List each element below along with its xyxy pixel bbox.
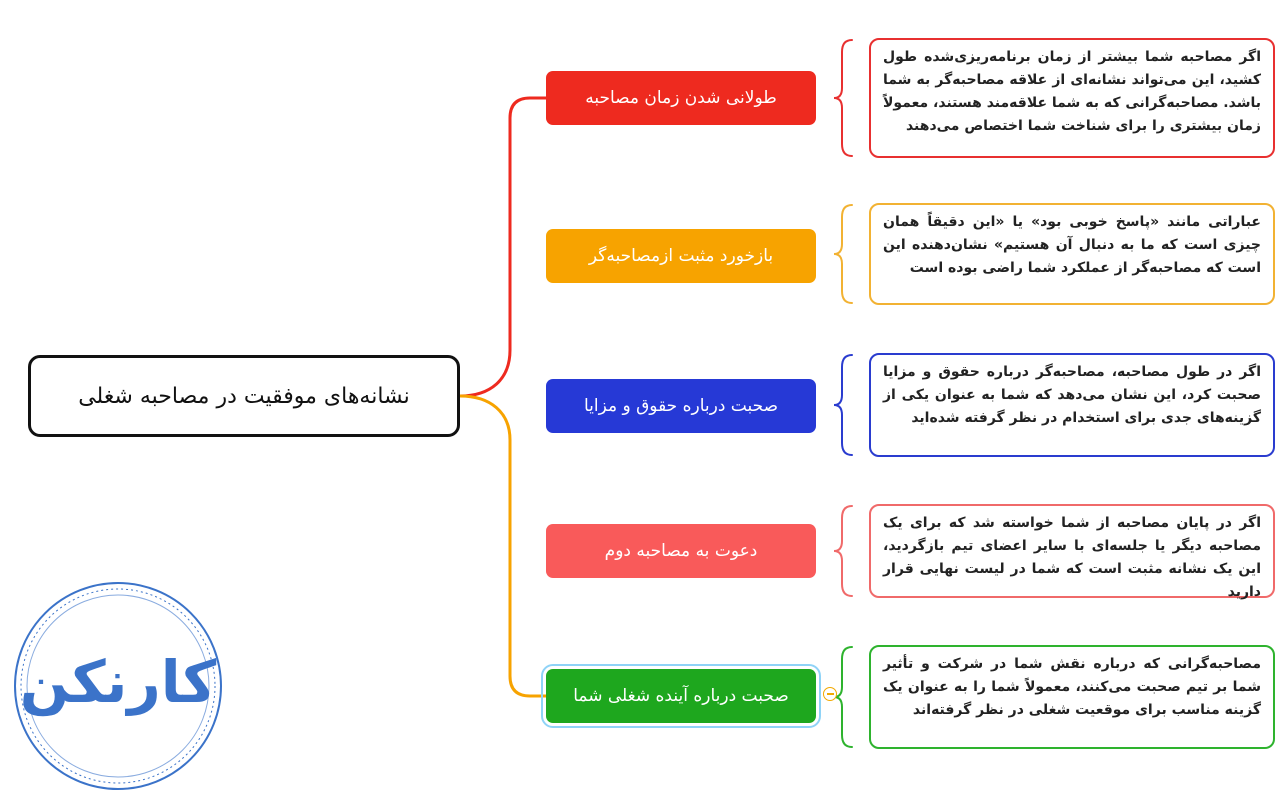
branch-topic-positive-feedback[interactable]: بازخورد مثبت ازمصاحبه‌گر [546,229,816,283]
svg-text:کارنکن: کارنکن [19,648,217,716]
detail-note-career-future: مصاحبه‌گرانی که درباره نقش شما در شرکت و تأثیر شما بر تیم صحبت می‌کنند، معمولاً شما را به عنوان یک گزینه مناسب برای موقعیت شغلی در نظر گرفته‌اند [869,645,1275,749]
karnakon-logo [6,574,236,794]
detail-note-positive-feedback: عباراتی مانند «پاسخ خوبی بود» یا «این دقیقاً همان چیزی است که ما به دنبال آن هستیم» نشان‌دهنده این است که مصاحبه‌گر از عملکرد شما راضی بوده است [869,203,1275,305]
brace-4 [834,647,852,747]
branch-topic-salary-benefits[interactable]: صحبت درباره حقوق و مزایا [546,379,816,433]
brace-2 [834,355,852,455]
connector-branch-0 [460,98,546,396]
brace-1 [834,205,852,303]
connector-branch-4 [460,396,546,696]
branch-topic-career-future[interactable]: صحبت درباره آینده شغلی شما [546,669,816,723]
root-topic[interactable]: نشانه‌های موفقیت در مصاحبه شغلی [28,355,460,437]
brace-3 [834,506,852,596]
branch-topic-long-interview[interactable]: طولانی شدن زمان مصاحبه [546,71,816,125]
detail-note-long-interview: اگر مصاحبه شما بیشتر از زمان برنامه‌ریزی‌شده طول کشید، این می‌تواند نشانه‌ای از علاقه مصاحبه‌گر به شما باشد. مصاحبه‌گرانی که به شما علاقه‌مند هستند، معمولاً زمان بیشتری را برای شناخت شما اختصاص می‌دهند [869,38,1275,158]
branch-topic-second-interview[interactable]: دعوت به مصاحبه دوم [546,524,816,578]
brace-0 [834,40,852,156]
detail-note-second-interview: اگر در پایان مصاحبه از شما خواسته شد که برای یک مصاحبه دیگر یا جلسه‌ای با سایر اعضای تیم بازگردید، این یک نشانه مثبت است که شما در لیست نهایی قرار دارید [869,504,1275,598]
collapse-toggle-icon[interactable] [823,687,837,701]
detail-note-salary-benefits: اگر در طول مصاحبه، مصاحبه‌گر درباره حقوق و مزایا صحبت کرد، این نشان می‌دهد که شما به عنوان یکی از گزینه‌های جدی برای استخدام در نظر گرفته شده‌اید [869,353,1275,457]
